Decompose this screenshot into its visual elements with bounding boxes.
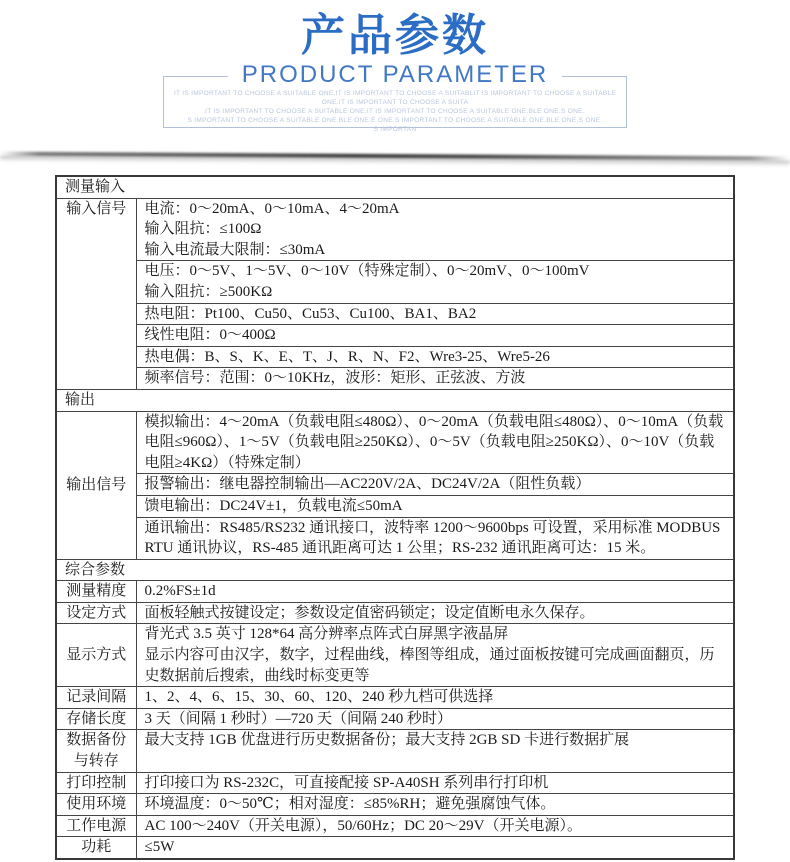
table-row bbox=[56, 602, 734, 624]
table-row bbox=[56, 368, 734, 390]
value-current-input bbox=[136, 198, 734, 261]
shadow-bar bbox=[0, 152, 790, 161]
torn-edge-divider bbox=[0, 148, 790, 166]
label-storage-length: 存储长度 bbox=[56, 708, 136, 730]
table-row bbox=[56, 581, 734, 603]
value-power-supply: AC 100～240V（开关电源），50/60Hz；DC 20～29V（开关电源）。 bbox=[136, 815, 734, 837]
value-feed-output: 馈电输出：DC24V±1，负载电流≤50mA bbox=[136, 495, 734, 517]
tagline-line: IT IS IMPORTANT TO CHOOSE A SUITABLE ONE.IT IS IMPORTANT TO CHOOSE A SUITABLIT IS IMPORTANT TO CHOOSE A SUITABLE ONE.IT IS IMPORTANT TO CHOOSE A SUITA bbox=[173, 90, 617, 106]
label-print-control: 打印控制 bbox=[56, 772, 136, 794]
table-row bbox=[56, 303, 734, 325]
label-input-signal: 输入信号 bbox=[56, 198, 136, 389]
tagline-box bbox=[163, 60, 627, 133]
section-measure-input: 测量输入 bbox=[56, 176, 734, 198]
label-power-supply: 工作电源 bbox=[56, 815, 136, 837]
label-setting-method: 设定方式 bbox=[56, 602, 136, 624]
spec-line: 输入阻抗：≥500KΩ bbox=[144, 283, 273, 300]
tagline-line: S IMPORTAN bbox=[373, 126, 417, 133]
tagline-line: IT IS IMPORTANT TO CHOOSE A SUITABLE ONE.IT IS IMPORTANT TO CHOOSE A SUITABLE ONE.BLE ONE.S ONE. bbox=[205, 108, 585, 115]
value-data-backup: 最大支持 1GB 优盘进行历史数据备份；最大支持 2GB SD 卡进行数据扩展 bbox=[136, 730, 734, 772]
spec-line: 与转存 bbox=[73, 753, 119, 770]
section-output: 输出 bbox=[56, 389, 734, 411]
table-row bbox=[56, 730, 734, 772]
value-setting-method: 面板轻触式按键设定；参数设定值密码锁定；设定值断电永久保存。 bbox=[136, 602, 734, 624]
page-header bbox=[0, 0, 790, 133]
table-row bbox=[56, 794, 734, 816]
spec-line: 电压：0～5V、1～5V、0～10V（特殊定制）、0～20mV、0～100mV bbox=[144, 263, 590, 280]
spec-line: 背光式 3.5 英寸 128*64 高分辨率点阵式白屏黑字液晶屏 bbox=[144, 626, 509, 643]
spec-line: 输入电流最大限制：≤30mA bbox=[144, 241, 326, 258]
table-row bbox=[56, 495, 734, 517]
label-output-signal: 输出信号 bbox=[56, 411, 136, 559]
section-general: 综合参数 bbox=[56, 559, 734, 581]
table-row bbox=[56, 261, 734, 303]
table-row bbox=[56, 837, 734, 859]
value-display-method bbox=[136, 624, 734, 687]
table-row bbox=[56, 559, 734, 581]
spec-table bbox=[55, 175, 735, 860]
value-environment: 环境温度：0～50℃；相对湿度：≤85%RH；避免强腐蚀气体。 bbox=[136, 794, 734, 816]
value-analog-output: 模拟输出：4～20mA（负载电阻≤480Ω）、0～20mA（负载电阻≤480Ω）、0～10mA（负载电阻≤960Ω）、1～5V（负载电阻≥250KΩ）、0～5V（负载电阻≥250KΩ）、0～10V（负载电阻≥4KΩ）（特殊定制） bbox=[136, 411, 734, 474]
table-row bbox=[56, 198, 734, 261]
value-comm-output: 通讯输出：RS485/RS232 通讯接口，波特率 1200～9600bps 可设置，采用标准 MODBUS RTU 通讯协议，RS-485 通讯距离可达 1 公里；RS-232 通讯距离可达：15 米。 bbox=[136, 517, 734, 559]
label-environment: 使用环境 bbox=[56, 794, 136, 816]
spec-line: 输入阻抗：≤100Ω bbox=[144, 221, 262, 238]
tagline-line: S IMPORTANT TO CHOOSE A SUITABLE ONE.BLE ONE.E ONE.S IMPORTANT TO CHOOSE A SUITABLE ONE.BLE ONE.S ONE. bbox=[187, 117, 603, 124]
value-linear-resistance: 线性电阻：0～400Ω bbox=[136, 325, 734, 347]
label-record-interval: 记录间隔 bbox=[56, 687, 136, 709]
value-rtd-input: 热电阻：Pt100、Cu50、Cu53、Cu100、BA1、BA2 bbox=[136, 303, 734, 325]
value-power-consumption: ≤5W bbox=[136, 837, 734, 859]
value-frequency-signal: 频率信号：范围：0～10KHz，波形：矩形、正弦波、方波 bbox=[136, 368, 734, 390]
table-row bbox=[56, 624, 734, 687]
spec-line: 数据备份 bbox=[66, 732, 127, 749]
page-title: 产品参数 bbox=[301, 11, 489, 60]
label-data-backup bbox=[56, 730, 136, 772]
label-accuracy: 测量精度 bbox=[56, 581, 136, 603]
label-power-consumption: 功耗 bbox=[56, 837, 136, 859]
value-alarm-output: 报警输出：继电器控制输出—AC220V/2A、DC24V/2A（阻性负载） bbox=[136, 474, 734, 496]
page-subtitle: PRODUCT PARAMETER bbox=[228, 61, 562, 89]
table-row bbox=[56, 687, 734, 709]
value-print-control: 打印接口为 RS-232C，可直接配接 SP-A40SH 系列串行打印机 bbox=[136, 772, 734, 794]
spec-line: 显示内容可由汉字，数字，过程曲线，棒图等组成，通过面板按键可完成画面翻页，历史数据前后搜索，曲线时标变更等 bbox=[144, 647, 715, 684]
table-row bbox=[56, 815, 734, 837]
table-row bbox=[56, 176, 734, 198]
table-row bbox=[56, 346, 734, 368]
spec-line: 电流：0～20mA、0～10mA、4～20mA bbox=[144, 200, 400, 217]
table-row bbox=[56, 325, 734, 347]
table-row bbox=[56, 411, 734, 474]
table-row bbox=[56, 708, 734, 730]
table-row bbox=[56, 474, 734, 496]
value-accuracy: 0.2%FS±1d bbox=[136, 581, 734, 603]
label-display-method: 显示方式 bbox=[56, 624, 136, 687]
value-storage-length: 3 天（间隔 1 秒时）—720 天（间隔 240 秒时） bbox=[136, 708, 734, 730]
table-row bbox=[56, 772, 734, 794]
value-voltage-input bbox=[136, 261, 734, 303]
value-thermocouple: 热电偶：B、S、K、E、T、J、R、N、F2、Wre3-25、Wre5-26 bbox=[136, 346, 734, 368]
table-row bbox=[56, 389, 734, 411]
value-record-interval: 1、2、4、6、15、30、60、120、240 秒九档可供选择 bbox=[136, 687, 734, 709]
table-row bbox=[56, 517, 734, 559]
